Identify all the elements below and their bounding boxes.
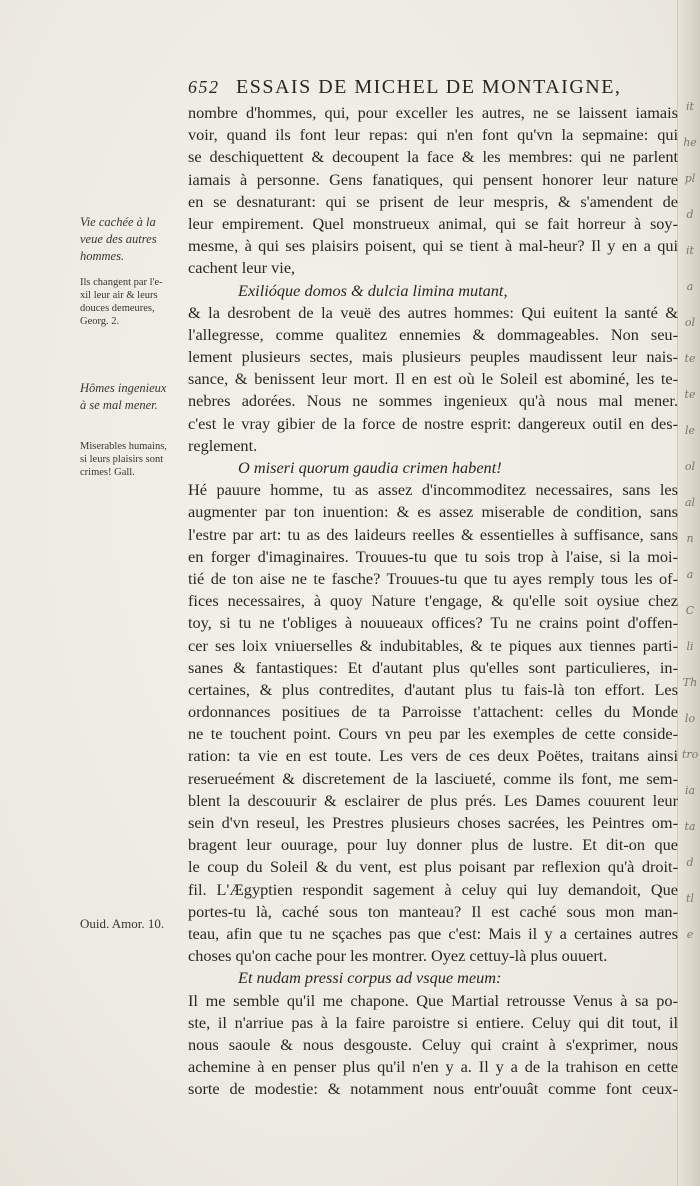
text-line: portes-tu là, caché sous ton manteau? Il est caché sous mon man- [188, 901, 678, 921]
margin-note-line: Vie cachée à la [80, 215, 156, 229]
text-line: bragent leur ouurage, pour luy donner plus de lustre. Et dit-on que [188, 835, 678, 855]
bleed-through-text: tl [686, 892, 694, 905]
text-line: reglement. [188, 435, 258, 455]
verse-quotation-line: Et nudam pressi corpus ad vsque meum: [238, 968, 502, 988]
bleed-through-text: te [684, 388, 696, 401]
margin-note [80, 440, 184, 479]
bleed-through-text: it [686, 244, 694, 257]
text-line: augmenter par ton inuention: & es assez miserable de condition, sans [188, 502, 678, 522]
margin-note-line: Georg. 2. [80, 316, 120, 327]
text-line: voir, quand ils font leur repas: qui n'en font qu'vn la sepmaine: qui [188, 125, 678, 145]
bleed-through-text: he [683, 136, 697, 149]
margin-note-line: xil leur air & leurs [80, 290, 158, 301]
text-line: Hé pauure homme, tu as assez d'incommoditez necessaires, sans les [188, 480, 678, 500]
margin-note [80, 916, 184, 932]
bleed-through-text: it [686, 100, 694, 113]
text-line: blent la descouurir & esclairer de plus prés. Les Dames couurent leur [188, 790, 678, 810]
text-line: cer ses loix vniuerselles & indubitables, & te piques aux tiennes parti- [188, 635, 678, 655]
text-line: toy, si tu ne t'obliges à nouueaux offices? Tu ne crains point d'offen- [188, 613, 678, 633]
page-number: 652 [188, 77, 220, 97]
margin-note-line: Miserables humains, [80, 441, 167, 452]
page-fold-edge [677, 0, 700, 1186]
text-line: l'allegresse, comme qualitez ennemies & dommageables. Non seu- [188, 324, 678, 344]
text-line: nebres adorées. Nous ne sommes ingenieux qu'à nous mal mener. [188, 391, 678, 411]
text-line: le coup du Soleil & du vent, est plus poisant par reflexion qu'à droit- [188, 857, 678, 877]
text-line: iamais à personne. Gens fanatiques, qui pensent honorer leur nature [188, 169, 678, 189]
bleed-through-text: d [686, 856, 694, 869]
margin-note-line: Hômes ingenieux [80, 381, 167, 395]
text-line: sanes & fantastiques: Et d'autant plus qu'elles sont particulieres, in- [188, 657, 678, 677]
bleed-through-text: al [684, 496, 696, 509]
text-line: lement plusieurs sectes, mais plusieurs peuples maudissent leur nais- [188, 347, 678, 367]
text-line: leur empirement. Quel monstrueux animal, qui se fait horreur à soy- [188, 213, 678, 233]
text-line: ne te touchent point. Cours vn peu par les exemples de cette conside- [188, 724, 678, 744]
text-line: se deschiquettent & decoupent la face & les membres: qui ne parlent [188, 147, 678, 167]
bleed-through-text: te [684, 352, 696, 365]
text-line: en se desnaturant: qui se prisent de leur mespris, & s'amendent de [188, 191, 678, 211]
text-line: ste, il n'arriue pas à la faire paroistre si entiere. Celuy qui dit tout, il [188, 1012, 678, 1032]
bleed-through-text: d [686, 208, 694, 221]
text-line: l'estre par art: tu as des laideurs reelles & essentielles à suffisance, sans [188, 524, 678, 544]
bleed-through-text: tro [682, 748, 699, 761]
text-line: tié de ton aise ne te fasche? Trouues-tu que tu ayes remply tous les of- [188, 568, 678, 588]
margin-note [80, 214, 184, 265]
margin-note-line: crimes! Gall. [80, 467, 135, 478]
text-line: reserueément & discretement de la lasciueté, comme ils font, me sem- [188, 768, 678, 788]
text-line: nombre d'hommes, qui, pour exceller les autres, ne se laissent iamais [188, 103, 678, 122]
verse-quotation-line: Exilióque domos & dulcia limina mutant, [238, 280, 508, 300]
bleed-through-text: le [684, 424, 696, 437]
text-line: achemine à en penser plus qu'il n'en y a. Il y a de la trahison en cette [188, 1057, 678, 1077]
text-line: ordonnances positiues de ta Parroisse t'attachent: celles du Monde [188, 702, 678, 722]
text-line: cachent leur vie, [188, 258, 296, 278]
text-line: sance, & benissent leur mort. Il en est où le Soleil est abominé, les te- [188, 369, 678, 389]
text-line: certaines, & plus contredites, d'autant plus tu fais-là ton effort. Les [188, 679, 678, 699]
margin-note [80, 276, 184, 328]
text-line: en forger d'imaginaires. Trouues-tu que tu sois trop à l'aise, si la moi- [188, 546, 678, 566]
text-line: c'est le vray gibier de la force de nostre esprit: dangereux outil en des- [188, 413, 678, 433]
margin-note-line: douces demeures, [80, 303, 155, 314]
margin-note-line: Ouid. Amor. 10. [80, 916, 165, 931]
bleed-through-text: ol [684, 460, 696, 473]
text-line: fil. L'Ægyptien respondit sagement à celuy qui luy demandoit, Que [188, 879, 678, 899]
text-line: ration: ta vie en est toute. Les vers de ces deux Poëtes, traitans ainsi [188, 746, 678, 766]
text-line: Il me semble qu'il me chapone. Que Martial retrousse Venus à sa po- [188, 990, 678, 1010]
bleed-through-text: e [686, 928, 694, 941]
margin-note-line: Ils changent par l'e- [80, 277, 163, 288]
margin-note-line: veue des autres [80, 232, 157, 246]
margin-note-line: hommes. [80, 249, 125, 263]
margin-note-line: à se mal mener. [80, 398, 158, 412]
bleed-through-text: pl [684, 172, 696, 185]
text-line: fices necessaires, à quoy Nature t'engage, & qu'elle soit oysiue chez [188, 591, 678, 611]
bleed-through-text: Th [682, 676, 698, 689]
verse-quotation-line: O miseri quorum gaudia crimen habent! [238, 458, 502, 477]
margin-note [80, 380, 184, 414]
running-header [188, 76, 638, 99]
bleed-through-text: n [686, 532, 694, 545]
margin-note-line: si leurs plaisirs sont [80, 454, 164, 465]
bleed-through-text: a [686, 568, 694, 581]
text-line: nous saoule & nous desgouste. Celuy qui craint à s'exprimer, nous [188, 1034, 678, 1054]
text-line: choses qu'on cache pour les montrer. Oyez cettuy-là plus ouuert. [188, 946, 608, 966]
bleed-through-text: ia [684, 784, 696, 797]
bleed-through-text: lo [684, 712, 696, 725]
text-line: & la desrobent de la veuë des autres hommes: Qui euitent la santé & [188, 302, 678, 322]
bleed-through-text: ol [684, 316, 696, 329]
main-text-column [188, 102, 678, 1100]
text-line: sorte de modestie: & notamment nous entr'ouuât comme font ceux- [188, 1079, 678, 1099]
text-line: mesme, à qui ses plaisirs poisent, qui se tient à mal-heur? Il y en a qui [188, 236, 678, 256]
bleed-through-text: ta [684, 820, 696, 833]
text-line: teau, afin que tu ne sçaches pas que c'est: Mais il y a certaines autres [188, 923, 678, 943]
running-title: ESSAIS DE MICHEL DE MONTAIGNE, [236, 76, 622, 98]
text-line: sein d'vn reseul, les Prestres plusieurs choses sacrées, les Peintres om- [188, 813, 678, 832]
bleed-through-text: li [686, 640, 694, 653]
bleed-through-text: a [686, 280, 694, 293]
bleed-through-text: C [685, 604, 695, 617]
